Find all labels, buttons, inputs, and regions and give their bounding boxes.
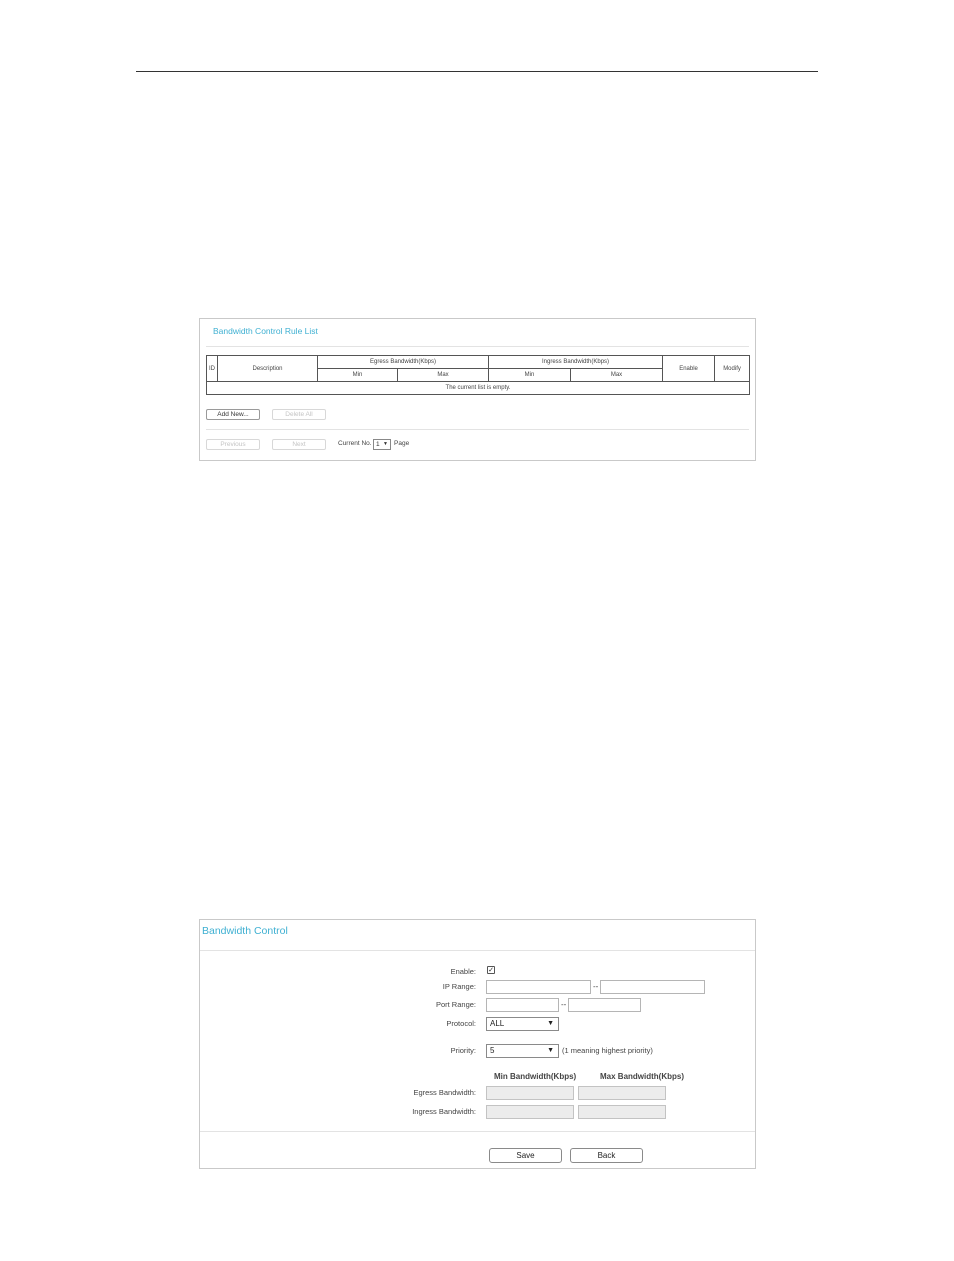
title-divider bbox=[200, 950, 755, 951]
egress-min-input[interactable] bbox=[486, 1086, 574, 1100]
ingress-bandwidth-label: Ingress Bandwidth: bbox=[412, 1107, 476, 1116]
col-header-egress: Egress Bandwidth(Kbps) bbox=[318, 356, 489, 369]
bandwidth-control-panel bbox=[199, 919, 756, 1169]
col-header-egress-max: Max bbox=[398, 369, 489, 382]
ip-range-separator: -- bbox=[593, 982, 599, 991]
protocol-label: Protocol: bbox=[446, 1019, 476, 1028]
col-header-ingress-max: Max bbox=[571, 369, 663, 382]
empty-list-message: The current list is empty. bbox=[207, 382, 750, 395]
ingress-min-input[interactable] bbox=[486, 1105, 574, 1119]
current-page-select[interactable] bbox=[373, 439, 391, 450]
min-bandwidth-header: Min Bandwidth(Kbps) bbox=[494, 1072, 577, 1081]
priority-value: 5 bbox=[490, 1046, 495, 1055]
enable-label: Enable: bbox=[450, 967, 476, 976]
save-button[interactable]: Save bbox=[489, 1148, 562, 1163]
back-button[interactable]: Back bbox=[570, 1148, 643, 1163]
col-header-modify: Modify bbox=[715, 356, 750, 382]
bandwidth-control-title: Bandwidth Control bbox=[202, 925, 288, 937]
pagination-divider bbox=[206, 429, 749, 430]
previous-button[interactable]: Previous bbox=[206, 439, 260, 450]
col-header-enable: Enable bbox=[663, 356, 715, 382]
priority-hint: (1 meaning highest priority) bbox=[562, 1046, 653, 1055]
port-range-start-input[interactable] bbox=[486, 998, 559, 1012]
add-new-button[interactable]: Add New... bbox=[206, 409, 260, 420]
port-range-separator: -- bbox=[561, 1000, 567, 1009]
delete-all-button[interactable]: Delete All bbox=[272, 409, 326, 420]
ip-range-start-input[interactable] bbox=[486, 980, 591, 994]
priority-label: Priority: bbox=[450, 1046, 476, 1055]
ingress-max-input[interactable] bbox=[578, 1105, 666, 1119]
header-rule bbox=[136, 71, 818, 72]
rule-list-divider bbox=[206, 346, 749, 347]
col-header-ingress: Ingress Bandwidth(Kbps) bbox=[489, 356, 663, 369]
max-bandwidth-header: Max Bandwidth(Kbps) bbox=[600, 1072, 684, 1081]
ip-range-end-input[interactable] bbox=[600, 980, 705, 994]
chevron-down-icon: ▼ bbox=[383, 441, 388, 447]
chevron-down-icon: ▼ bbox=[547, 1020, 554, 1027]
page-label: Page bbox=[394, 440, 410, 447]
footer-divider bbox=[200, 1131, 755, 1132]
next-button[interactable]: Next bbox=[272, 439, 326, 450]
rule-list-table bbox=[206, 355, 750, 395]
col-header-ingress-min: Min bbox=[489, 369, 571, 382]
col-header-description: Description bbox=[218, 356, 318, 382]
egress-bandwidth-label: Egress Bandwidth: bbox=[413, 1088, 476, 1097]
checkmark-icon: ✓ bbox=[488, 967, 494, 974]
current-page-label: Current No. bbox=[338, 440, 372, 447]
ip-range-label: IP Range: bbox=[442, 982, 476, 991]
rule-list-panel bbox=[199, 318, 756, 461]
egress-max-input[interactable] bbox=[578, 1086, 666, 1100]
priority-select[interactable] bbox=[486, 1044, 559, 1058]
col-header-id: ID bbox=[207, 356, 218, 382]
col-header-egress-min: Min bbox=[318, 369, 398, 382]
rule-list-title: Bandwidth Control Rule List bbox=[213, 326, 318, 336]
chevron-down-icon: ▼ bbox=[547, 1047, 554, 1054]
port-range-end-input[interactable] bbox=[568, 998, 641, 1012]
protocol-value: ALL bbox=[490, 1019, 505, 1028]
protocol-select[interactable] bbox=[486, 1017, 559, 1031]
port-range-label: Port Range: bbox=[435, 1000, 476, 1009]
current-page-value: 1 bbox=[376, 441, 380, 448]
enable-checkbox[interactable] bbox=[487, 966, 495, 974]
